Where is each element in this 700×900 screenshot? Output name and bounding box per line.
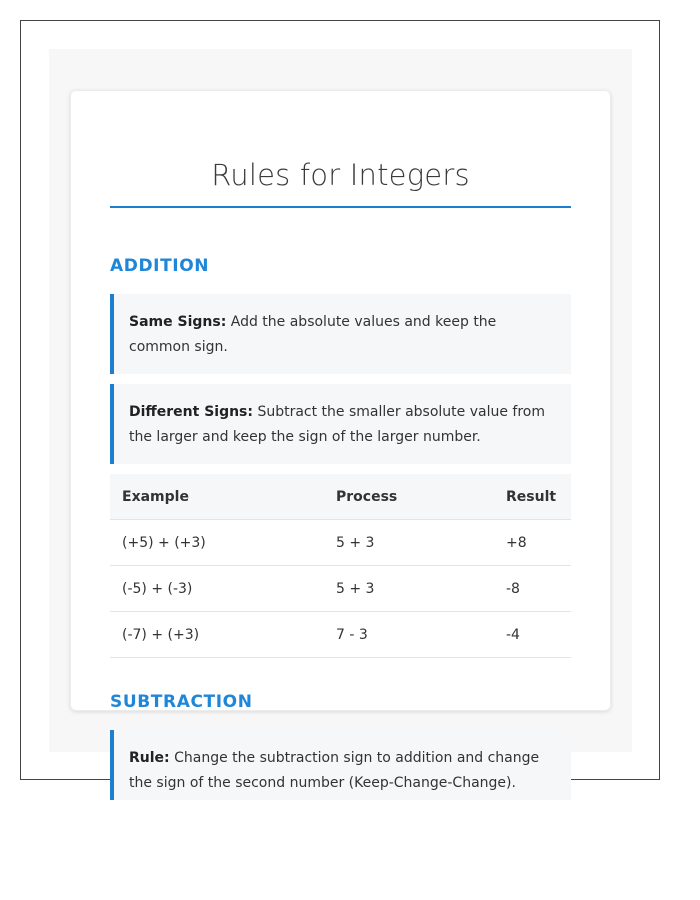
table-header-row [110, 474, 571, 520]
subtraction-heading: SUBTRACTION [110, 692, 253, 712]
document-content [110, 150, 571, 800]
rule-text: Change the subtraction sign to addition and change the sign of the second number (Keep-Change-Change). [129, 750, 540, 791]
addition-examples-table [110, 474, 571, 658]
header-result: Result [494, 474, 571, 520]
table-row [110, 520, 571, 566]
cell-process: 7 - 3 [324, 612, 494, 658]
rule-keep-change-change [110, 730, 571, 800]
table-row [110, 566, 571, 612]
cell-result: +8 [494, 520, 571, 566]
cell-example: (+5) + (+3) [110, 520, 324, 566]
rule-label: Different Signs: [129, 404, 253, 420]
table-row [110, 612, 571, 658]
cell-process: 5 + 3 [324, 566, 494, 612]
cell-result: -4 [494, 612, 571, 658]
cell-process: 5 + 3 [324, 520, 494, 566]
rule-text: Add the absolute values and keep the common sign. [129, 314, 497, 355]
rule-text: Subtract the smaller absolute value from the larger and keep the sign of the larger number. [129, 404, 546, 445]
addition-heading: ADDITION [110, 256, 210, 276]
header-example: Example [110, 474, 324, 520]
rule-label: Rule: [129, 750, 170, 766]
rule-same-signs [110, 294, 571, 374]
page-title: Rules for Integers [110, 150, 571, 208]
cell-result: -8 [494, 566, 571, 612]
rule-different-signs [110, 384, 571, 464]
cell-example: (-5) + (-3) [110, 566, 324, 612]
header-process: Process [324, 474, 494, 520]
cell-example: (-7) + (+3) [110, 612, 324, 658]
rule-label: Same Signs: [129, 314, 227, 330]
